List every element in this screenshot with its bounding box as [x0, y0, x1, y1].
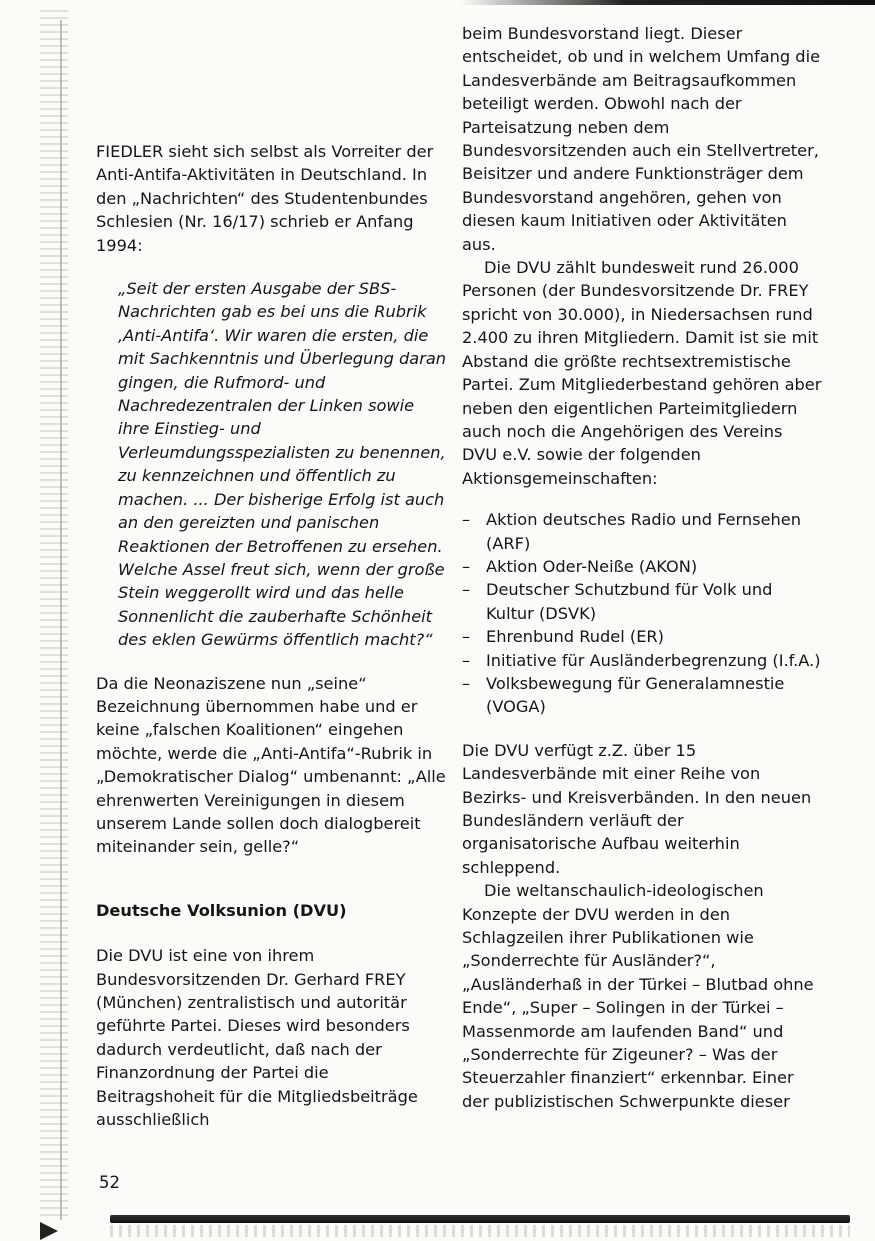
after-quote-paragraph: Da die Neonaziszene nun „seine“ Bezeichnung übernommen habe und er keine „falschen Koalitionen“ eingehen möchte, werde die „Anti-Antifa“-Rubrik in „Demokratischer Dialog“ umbenannt: „Alle ehrenwerten Vereinigungen in diesem unserem Lande sollen doch dialogbereit miteinander sein, gelle?“ [96, 673, 446, 857]
right-column [462, 22, 822, 1113]
scan-margin-line [60, 20, 62, 1220]
page-number: 52 [99, 1173, 120, 1192]
list-item: – Aktion deutsches Radio und Fernsehen (ARF) [462, 508, 822, 555]
organization-list [462, 508, 822, 719]
list-item: – Aktion Oder-Neiße (AKON) [462, 555, 822, 578]
scan-bottom-artifact [110, 1225, 850, 1237]
list-item: – Volksbewegung für Generalamnestie (VOGA) [462, 672, 822, 719]
corner-triangle-icon [40, 1222, 58, 1240]
list-item: – Deutscher Schutzbund für Volk und Kultur (DSVK) [462, 578, 822, 625]
list-item: – Initiative für Ausländerbegrenzung (I.f.A.) [462, 649, 822, 672]
ideology-paragraph: Die weltanschaulich-ideologischen Konzepte der DVU werden in den Schlagzeilen ihrer Publikationen wie „Sonderrechte für Ausländer?“, „Ausländerhaß in der Türkei – Blutbad ohne Ende“, „Super – Solingen in der Türkei – Massenmorde am laufenden Band“ und „Sonderrechte für Zigeuner? – Was der Steuerzahler finanziert“ erkennbar. Einer der publizistischen Schwerpunkte dieser [462, 881, 814, 1111]
section-heading-dvu: Deutsche Volksunion (DVU) [96, 900, 347, 920]
structure-paragraph: Die DVU verfügt z.Z. über 15 Landesverbände mit einer Reihe von Bezirks- und Kreisverbänden. In den neuen Bundesländern verläuft der organisatorische Aufbau weiterhin schleppend. [462, 740, 812, 877]
dvu-intro-paragraph: Die DVU ist eine von ihrem Bundesvorsitzenden Dr. Gerhard FREY (München) zentralistisch und autoritär geführte Partei. Dieses wird besonders dadurch verdeutlicht, daß nach der Finanzordnung der Partei die Beitragshoheit für die Mitgliedsbeiträge ausschließlich [96, 946, 418, 1130]
bottom-rule [110, 1215, 850, 1223]
list-item: – Ehrenbund Rudel (ER) [462, 625, 822, 648]
members-paragraph: Die DVU zählt bundesweit rund 26.000 Personen (der Bundesvorsitzende Dr. FREY spricht von 30.000), in Niedersachsen rund 2.400 zu ihren Mitgliedern. Damit ist sie mit Abstand die größte rechtsextremistische Partei. Zum Mitgliederbestand gehören aber neben den eigentlichen Parteimitgliedern auch noch die Angehörigen des Vereins DVU e.V. sowie der folgenden Aktionsgemeinschaften: [462, 258, 822, 488]
continuation-paragraph: beim Bundesvorstand liegt. Dieser entscheidet, ob und in welchem Umfang die Landesverbände am Beitragsaufkommen beteiligt werden. Obwohl nach der Parteisatzung neben dem Bundesvorsitzenden auch ein Stellvertreter, Beisitzer und andere Funktionsträger dem Bundesvorstand angehören, gehen von diesen kaum Initiativen oder Aktivitäten aus. [462, 24, 821, 254]
scan-margin-artifact [40, 10, 68, 1220]
left-column [96, 140, 446, 1131]
intro-paragraph: FIEDLER sieht sich selbst als Vorreiter der Anti-Antifa-Aktivitäten in Deutschland. In den „Nachrichten“ des Studentenbundes Schlesien (Nr. 16/17) schrieb er Anfang 1994: [96, 142, 434, 255]
fiedler-quote: „Seit der ersten Ausgabe der SBS-Nachrichten gab es bei uns die Rubrik ‚Anti-Antifa‘. Wir waren die ersten, die mit Sachkenntnis und Überlegung daran gingen, die Rufmord- und Nachredezentralen der Linken sowie ihre Einstieg- und Verleumdungsspezialisten zu benennen, zu kennzeichnen und öffentlich zu machen. ... Der bisherige Erfolg ist auch an den gereizten und panischen Reaktionen der Betroffenen zu ersehen. Welche Assel freut sich, wenn der große Stein weggerollt wird und das helle Sonnenlicht die zauberhafte Schönheit des eklen Gewürms öffentlich macht?“ [118, 279, 447, 650]
top-rule [460, 0, 875, 5]
